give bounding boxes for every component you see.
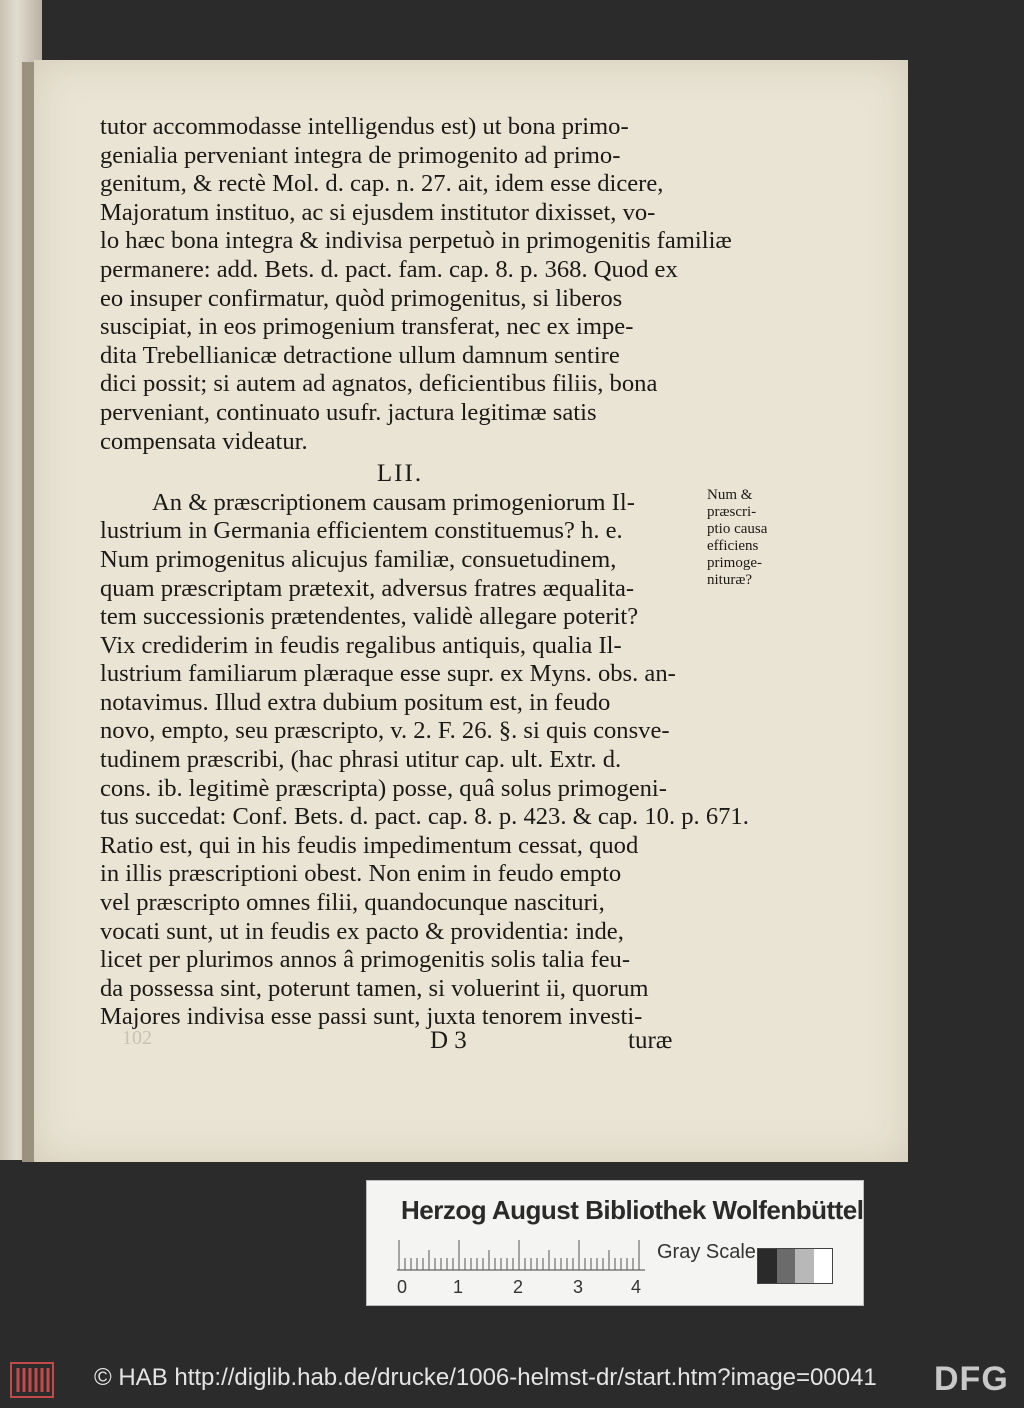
margin-note-line: præscri- (707, 504, 757, 520)
text-line: An & præscriptionem causam primogeniorum Il- (152, 488, 635, 516)
ruler-number: 0 (397, 1277, 408, 1297)
margin-note-line: efficiens (707, 538, 759, 554)
text-line: quam præscriptam prætexit, adversus fratres æqualita- (100, 574, 635, 602)
ruler-number: 4 (631, 1277, 642, 1297)
margin-note-line: nituræ? (707, 572, 752, 588)
text-line: dita Trebellianicæ detractione ullum damnum sentire (100, 341, 620, 369)
text-line: dici possit; si autem ad agnatos, deficientibus filiis, bona (100, 370, 658, 398)
text-line: Num primogenitus alicujus familiæ, consuetudinem, (100, 545, 617, 573)
text-line: tudinem præscribi, (hac phrasi utitur cap. ult. Extr. d. (100, 746, 622, 774)
text-line: Ratio est, qui in his feudis impedimentum cessat, quod (100, 831, 639, 859)
text-line: perveniant, continuato usufr. jactura legitimæ satis (100, 398, 597, 426)
margin-note-line: ptio causa (707, 521, 768, 537)
paragraph-top (100, 113, 732, 456)
text-line: tem successionis prætendentes, validè allegare poterit? (100, 603, 639, 631)
catchword: turæ (628, 1027, 673, 1054)
gray-swatch-white (814, 1249, 833, 1283)
text-line: Majores indivisa esse passi sunt, juxta tenorem investi- (100, 1003, 643, 1031)
text-line: vocati sunt, ut in feudis ex pacto & providentia: inde, (100, 917, 624, 945)
margin-note-line: primoge- (707, 555, 762, 571)
gray-swatch-black (758, 1249, 777, 1283)
ruler-number: 2 (513, 1277, 524, 1297)
footer-bar (0, 1352, 1024, 1408)
copyright-link[interactable]: © HAB http://diglib.hab.de/drucke/1006-helmst-dr/start.htm?image=00041 (94, 1364, 877, 1391)
text-line: tutor accommodasse intelligendus est) ut bona primo- (100, 113, 629, 140)
page-number-faint: 102 (122, 1027, 152, 1049)
signature-mark: D 3 (430, 1027, 467, 1054)
text-line: lustrium familiarum plæraque esse supr. ex Myns. obs. an- (100, 660, 676, 688)
text-line: eo insuper confirmatur, quòd primogenitus, si liberos (100, 284, 623, 312)
text-line: da possessa sint, poterunt tamen, si voluerint ii, quorum (100, 974, 649, 1002)
library-color-card (366, 1180, 864, 1306)
text-line: genitum, & rectè Mol. d. cap. n. 27. ait, idem esse dicere, (100, 170, 664, 198)
text-line: Majoratum instituo, ac si ejusdem institutor dixisset, vo- (100, 198, 656, 226)
text-line: in illis præscriptioni obest. Non enim in feudo empto (100, 860, 622, 888)
ruler-number: 3 (573, 1277, 584, 1297)
text-line: lo hæc bona integra & indivisa perpetuò in primogenitis familiæ (100, 227, 732, 255)
gray-swatch-light (795, 1249, 814, 1283)
text-line: Vix crediderim in feudis regalibus antiquis, qualia Il- (100, 631, 622, 659)
text-line: suscipiat, in eos primogenium transferat, nec ex impe- (100, 313, 634, 341)
section-heading: LII. (376, 460, 424, 488)
text-line: vel præscripto omnes filii, quandocunque nascituri, (100, 889, 605, 917)
text-line: tus succedat: Conf. Bets. d. pact. cap. 8. p. 423. & cap. 10. p. 671. (100, 803, 749, 831)
text-line: compensata videatur. (100, 427, 308, 455)
text-line: licet per plurimos annos â primogenitis solis talia feu- (100, 946, 631, 974)
ruler-number: 1 (453, 1277, 464, 1297)
gray-scale-label: Gray Scale (657, 1241, 756, 1263)
text-line: cons. ib. legitimè præscripta) posse, quâ solus primogeni- (100, 774, 667, 802)
dfg-logo: DFG (934, 1360, 1009, 1398)
library-title: Herzog August Bibliothek Wolfenbüttel (401, 1195, 864, 1225)
text-line: lustrium in Germania efficientem constituemus? h. e. (100, 517, 623, 545)
margin-note (707, 487, 807, 589)
text-line: novo, empto, seu præscripto, v. 2. F. 26. §. si quis consve- (100, 717, 670, 745)
hab-logo-icon (10, 1362, 54, 1398)
text-line: notavimus. Illud extra dubium positum est, in feudo (100, 688, 611, 716)
text-line: genialia perveniant integra de primogenito ad primo- (100, 141, 621, 169)
margin-note-line: Num & (707, 487, 753, 503)
gray-scale-bar (757, 1248, 833, 1284)
ruler-icon (397, 1239, 645, 1271)
gray-swatch-dark (777, 1249, 796, 1283)
text-line: permanere: add. Bets. d. pact. fam. cap. 8. p. 368. Quod ex (100, 255, 678, 283)
